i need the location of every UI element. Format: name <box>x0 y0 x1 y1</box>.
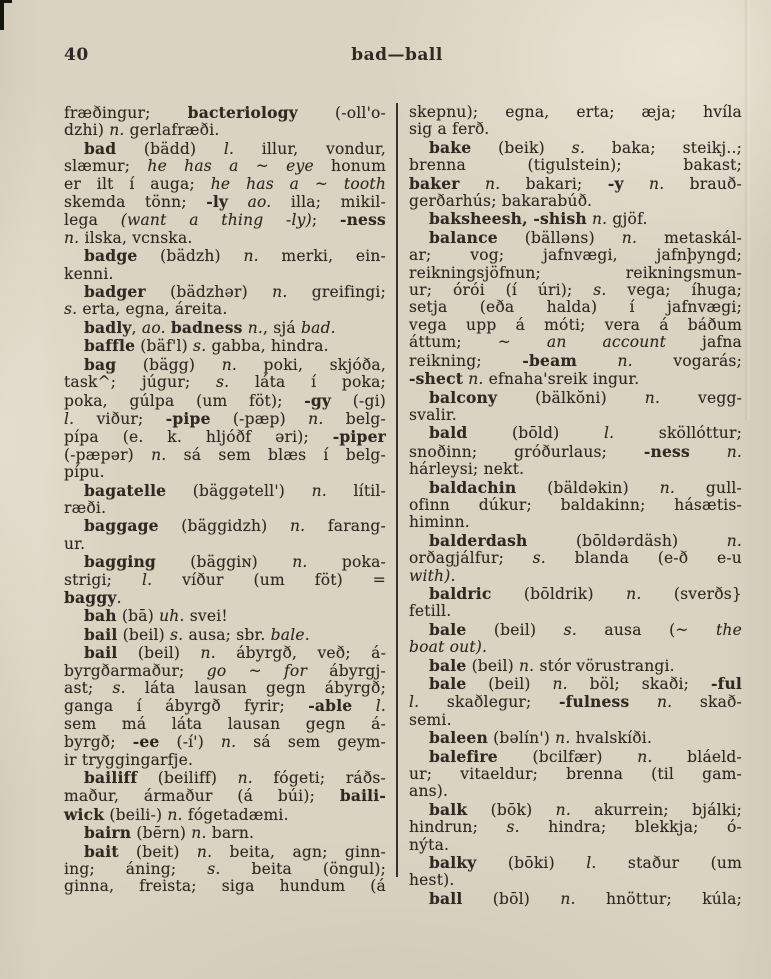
text-line: task^; júgur; s. láta í poka; <box>64 373 386 392</box>
text-line: s. erta, egna, áreita. <box>64 300 228 319</box>
text-line: bale (beil) s. ausa (~ the <box>429 619 742 639</box>
column-divider-rule <box>396 103 398 877</box>
text-line: balk (bōk) n. akurrein; bjálki; <box>429 799 742 819</box>
text-line: ans). <box>409 782 449 801</box>
page-number: 40 <box>64 45 89 65</box>
text-line: ur; vitaeldur; brenna (til gam- <box>409 765 742 784</box>
text-line: n. ilska, vcnska. <box>64 228 193 247</box>
text-line: bagatelle (bäggətell') n. lítil- <box>84 480 386 500</box>
text-line: snoðinn; gróðurlaus; -ness n. <box>409 441 742 461</box>
text-line: balderdash (bōldərdäsh) n. <box>429 530 742 550</box>
text-line: bairn (bērn) n. barn. <box>84 823 255 843</box>
text-line: fetill. <box>409 602 452 621</box>
text-line: balky (bōki) l. staður (um <box>429 853 742 873</box>
text-line: reikningsjöfnun; reikningsmun- <box>409 263 742 282</box>
text-line: bail (beil) s. ausa; sbr. bale. <box>84 624 310 644</box>
text-line: ing; áning; s. beita (öngul); <box>64 860 386 879</box>
text-line: bag (bägg) n. poki, skjóða, <box>84 354 386 374</box>
text-line: -shect n. efnaha'sreik ingur. <box>409 369 640 389</box>
text-line: ast; s. láta lausan gegn ábyrgð; <box>64 679 386 697</box>
text-line: fræðingur; bacteriology (-oll'o- <box>64 103 386 122</box>
text-line: reikning; -beam n. vogarás; <box>409 350 742 370</box>
text-line: bait (beit) n. beita, agn; ginn- <box>84 841 386 861</box>
text-line: bake (beik) s. baka; steikj..; <box>429 137 742 157</box>
text-line: kenni. <box>64 264 114 283</box>
text-line: ar; vog; jafnvægi, jafnþyngd; <box>409 246 742 265</box>
text-line: skemda tönn; -ly ao. illa; mikil- <box>64 192 386 212</box>
text-line: slæmur; he has a ~ eye honum <box>64 157 386 176</box>
text-line: l. skaðlegur; -fulness n. skað- <box>409 692 742 712</box>
text-line: baleen (bəlín') n. hvalskíði. <box>429 728 653 748</box>
text-line: baggage (bäggidzh) n. farang- <box>84 516 386 536</box>
text-line: sem má láta lausan gegn á- <box>64 714 386 733</box>
text-line: bad (bädd) l. illur, vondur, <box>84 138 387 158</box>
text-line: ræði. <box>64 498 107 517</box>
text-line: balance (bälləns) n. metaskál- <box>429 227 742 247</box>
text-line: pípu. <box>64 463 105 482</box>
text-line: ginna, freista; siga hundum (á <box>64 877 386 896</box>
text-line: balefire (bcilfær) n. bláeld- <box>429 746 742 766</box>
text-line: pípa (e. k. hljóðf əri); -piper <box>64 427 386 447</box>
text-line: sig a ferð. <box>409 120 490 139</box>
text-line: ball (bōl) n. hnöttur; kúla; <box>429 888 742 908</box>
text-line: byrgðarmaður; go ~ for ábyrgj- <box>64 661 386 680</box>
text-line: ur; órói (í úri); s. vega; íhuga; <box>409 281 743 300</box>
text-line: baker n. bakari; -y n. brauð- <box>409 173 742 193</box>
text-line: baksheesh, -shish n. gjöf. <box>429 209 648 229</box>
running-head: bad—ball <box>351 45 443 65</box>
text-line: himinn. <box>409 513 470 532</box>
text-line: hindrun; s. hindra; blekkja; ó- <box>409 818 742 837</box>
text-line: gerðarhús; bakarabúð. <box>409 192 593 211</box>
text-line: poka, gúlpa (um föt); -gy (-gi) <box>64 390 386 410</box>
text-line: badger (bädzhər) n. greifingi; <box>84 282 387 302</box>
text-line: bagging (bäggiɴ) n. poka- <box>84 552 386 572</box>
text-line: baffle (bäf'l) s. gabba, hindra. <box>84 336 329 356</box>
text-line: dzhi) n. gerlafræði. <box>64 121 220 140</box>
text-line: baldachin (bäldəkin) n. gull- <box>429 477 742 497</box>
text-line: maður, ármaður (á búi); baili- <box>64 786 386 806</box>
text-line: nýta. <box>409 835 450 854</box>
text-line: brenna (tigulstein); bakast; <box>409 156 742 175</box>
text-line: áttum; ~ an account jafna <box>409 333 742 352</box>
text-line: ir tryggingarfje. <box>64 750 194 769</box>
text-line: setja (eða halda) í jafnvægi; <box>409 298 742 317</box>
text-line: bale (beil) n. stór vörustrangi. <box>429 655 675 675</box>
text-line: hárleysi; nekt. <box>409 460 525 479</box>
text-line: (-pæpər) n. sá sem blæs í belg- <box>64 445 386 464</box>
text-line: hest). <box>409 871 455 890</box>
text-line: ganga í ábyrgð fyrir; -able l. <box>64 696 386 716</box>
text-line: vega upp á móti; vera á báðum <box>409 315 742 334</box>
text-line: with). <box>409 566 456 585</box>
text-line: badge (bädzh) n. merki, ein- <box>84 246 386 266</box>
text-line: er ilt í auga; he has a ~ tooth <box>64 174 387 193</box>
text-line: ofinn dúkur; baldakinn; hásætis- <box>409 495 742 514</box>
text-line: bailiff (beiliff) n. fógeti; ráðs- <box>84 768 386 788</box>
text-line: orðagjálfur; s. blanda (e-ð e-u <box>409 549 742 568</box>
text-line: lega (want a thing -ly); -ness <box>64 210 386 230</box>
text-line: ur. <box>64 534 86 553</box>
text-line: baldric (bōldrik) n. (sverðs} <box>429 583 742 603</box>
text-line: strigi; l. víður (um föt) = <box>64 570 386 589</box>
left-column <box>64 104 386 896</box>
text-line: badly, ao. badness n., sjá bad. <box>84 317 336 337</box>
text-line: bale (beil) n. böl; skaði; -ful <box>429 674 742 693</box>
text-line: wick (beili-) n. fógetadæmi. <box>64 804 289 824</box>
text-line: skepnu); egna, erta; æja; hvíla <box>409 103 742 121</box>
paper-crease <box>744 0 750 420</box>
text-line: byrgð; -ee (-í') n. sá sem geym- <box>64 732 386 752</box>
text-line: baggy. <box>64 587 122 607</box>
text-line: bail (beil) n. ábyrgð, veð; á- <box>84 643 387 663</box>
scan-artifact-corner <box>0 0 12 30</box>
text-line: boat out). <box>409 638 488 657</box>
text-line: l. viður; -pipe (-pæp) n. belg- <box>64 408 386 428</box>
text-line: bald (bōld) l. sköllóttur; <box>429 423 742 443</box>
text-line: svalir. <box>409 405 457 424</box>
text-line: bah (bā) uh. svei! <box>84 606 228 626</box>
right-column <box>409 104 742 908</box>
text-line: balcony (bälkŏni) n. vegg- <box>429 387 743 407</box>
text-line: semi. <box>409 710 452 729</box>
